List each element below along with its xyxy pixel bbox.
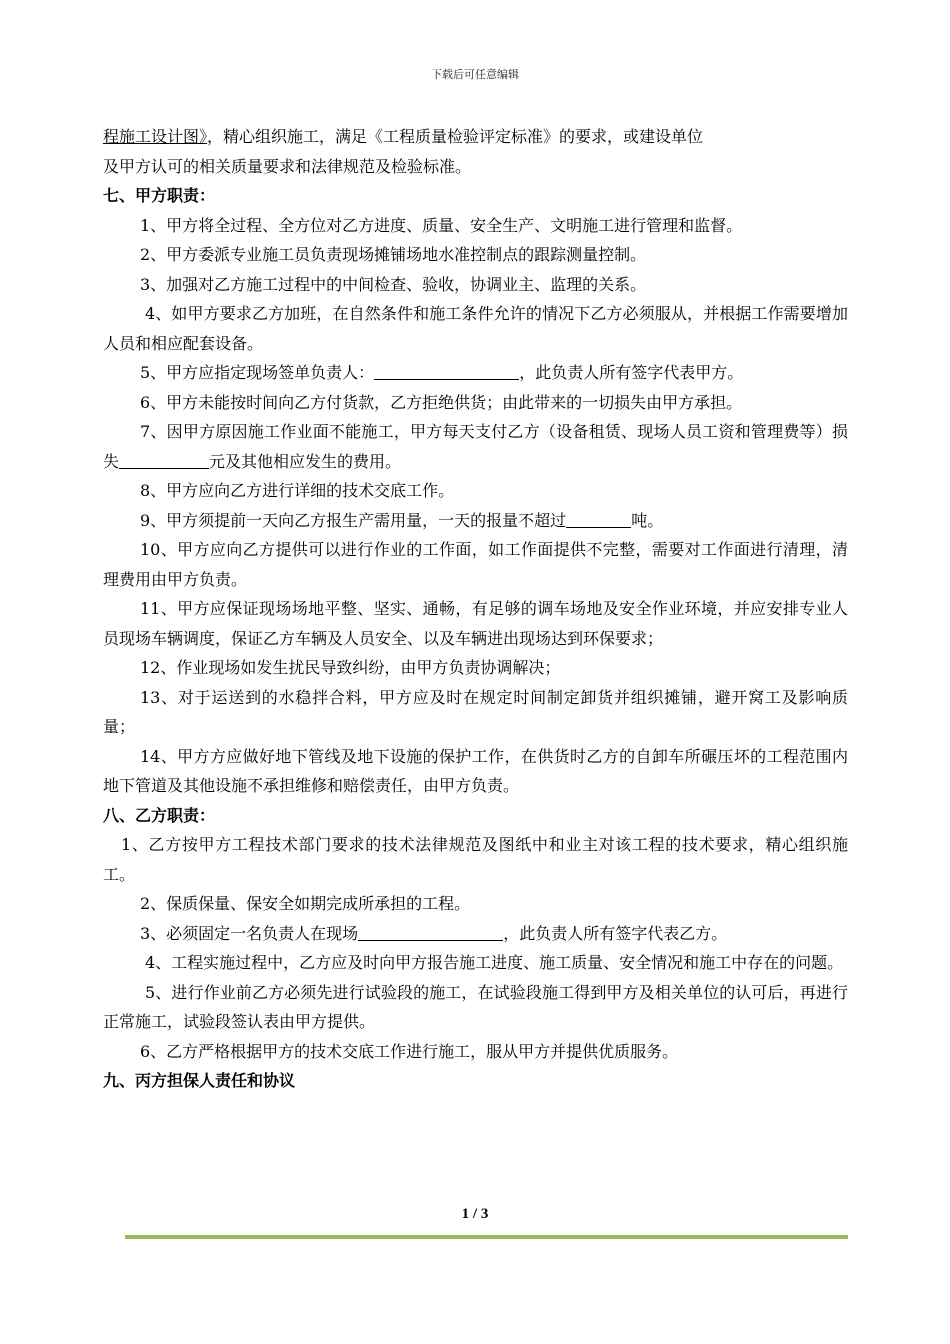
s7-item-7 bbox=[103, 417, 848, 476]
s7-item-14: 14、甲方方应做好地下管线及地下设施的保护工作，在供货时乙方的自卸车所碾压坏的工程范围内地下管道及其他设施不承担维修和赔偿责任，由甲方负责。 bbox=[103, 746, 848, 795]
s7-item-7-text-b: 元及其他相应发生的费用。 bbox=[209, 451, 402, 471]
s7-item-5-text-a: 5、甲方应指定现场签单负责人： bbox=[140, 363, 375, 382]
s7-item-9 bbox=[103, 506, 848, 536]
loss-amount-blank bbox=[119, 450, 209, 469]
intro-paragraph bbox=[103, 122, 848, 181]
intro-line2: 及甲方认可的相关质量要求和法律规范及检验标准。 bbox=[103, 156, 472, 176]
s7-item-8: 8、甲方应向乙方进行详细的技术交底工作。 bbox=[140, 481, 455, 500]
s7-item-1: 1、甲方将全过程、全方位对乙方进度、质量、安全生产、文明施工进行管理和监督。 bbox=[140, 215, 743, 235]
s8-item-6: 6、乙方严格根据甲方的技术交底工作进行施工，服从甲方并提供优质服务。 bbox=[140, 1041, 679, 1061]
page-number: 1 / 3 bbox=[461, 1206, 489, 1222]
s7-item-6: 6、甲方未能按时间向乙方付货款，乙方拒绝供货；由此带来的一切损失由甲方承担。 bbox=[140, 392, 743, 412]
footer-divider bbox=[125, 1235, 848, 1239]
s8-item-5: 5、进行作业前乙方必须先进行试验段的施工，在试验段施工得到甲方及相关单位的认可后，再进行正常施工，试验段签认表由甲方提供。 bbox=[103, 982, 848, 1031]
daily-tonnage-blank bbox=[566, 509, 631, 528]
page-header: 下载后可任意编辑 bbox=[431, 68, 519, 81]
signer-blank-a bbox=[374, 361, 519, 380]
s7-item-11: 11、甲方应保证现场场地平整、坚实、通畅，有足够的调车场地及安全作业环境，并应安排专业人员现场车辆调度，保证乙方车辆及人员安全、以及车辆进出现场达到环保要求； bbox=[103, 599, 848, 648]
s7-item-13: 13、对于运送到的水稳拌合料，甲方应及时在规定时间制定卸货并组织摊铺，避开窝工及影响质量； bbox=[103, 687, 848, 736]
s8-item-4: 4、工程实施过程中，乙方应及时向甲方报告施工进度、施工质量、安全情况和施工中存在的问题。 bbox=[145, 953, 844, 972]
section-7-title: 七、甲方职责： bbox=[103, 186, 216, 205]
section-8-title: 八、乙方职责： bbox=[103, 805, 216, 825]
s7-item-5 bbox=[103, 358, 848, 388]
intro-line1-rest: ，精心组织施工，满足《工程质量检验评定标准》的要求，或建设单位 bbox=[207, 127, 704, 146]
s7-item-12: 12、作业现场如发生扰民导致纠纷，由甲方负责协调解决； bbox=[140, 658, 561, 677]
s7-item-3: 3、加强对乙方施工过程中的中间检查、验收，协调业主、监理的关系。 bbox=[140, 274, 647, 294]
s8-item-3-text-a: 3、必须固定一名负责人在现场 bbox=[140, 923, 359, 943]
s7-item-5-text-b: ，此负责人所有签字代表甲方。 bbox=[519, 363, 744, 382]
s8-item-1: 1、乙方按甲方工程技术部门要求的技术法律规范及图纸中和业主对该工程的技术要求，精心组织施工。 bbox=[103, 835, 848, 884]
s8-item-3-text-b: ，此负责人所有签字代表乙方。 bbox=[503, 923, 728, 943]
intro-underlined-text: 程施工设计图》 bbox=[103, 127, 208, 146]
signer-blank-b bbox=[358, 922, 503, 941]
document-body bbox=[103, 122, 848, 1096]
section-9-title: 九、丙方担保人责任和协议 bbox=[103, 1071, 296, 1090]
s7-item-10: 10、甲方应向乙方提供可以进行作业的工作面，如工作面提供不完整，需要对工作面进行清理，清理费用由甲方负责。 bbox=[103, 540, 848, 589]
s8-item-3 bbox=[103, 919, 848, 949]
s7-item-4: 4、如甲方要求乙方加班，在自然条件和施工条件允许的情况下乙方必须服从，并根据工作需要增加人员和相应配套设备。 bbox=[103, 304, 848, 353]
s7-item-9-text-b: 吨。 bbox=[631, 510, 664, 530]
s7-item-9-text-a: 9、甲方须提前一天向乙方报生产需用量，一天的报量不超过 bbox=[140, 510, 567, 530]
s7-item-2: 2、甲方委派专业施工员负责现场摊铺场地水准控制点的跟踪测量控制。 bbox=[140, 245, 647, 264]
s7-item-7-text-a: 7、因甲方原因施工作业面不能施工，甲方每天支付乙方（设备租赁、现场人员工资和管理费等）损失 bbox=[103, 422, 848, 471]
s8-item-2: 2、保质保量、保安全如期完成所承担的工程。 bbox=[140, 894, 471, 913]
